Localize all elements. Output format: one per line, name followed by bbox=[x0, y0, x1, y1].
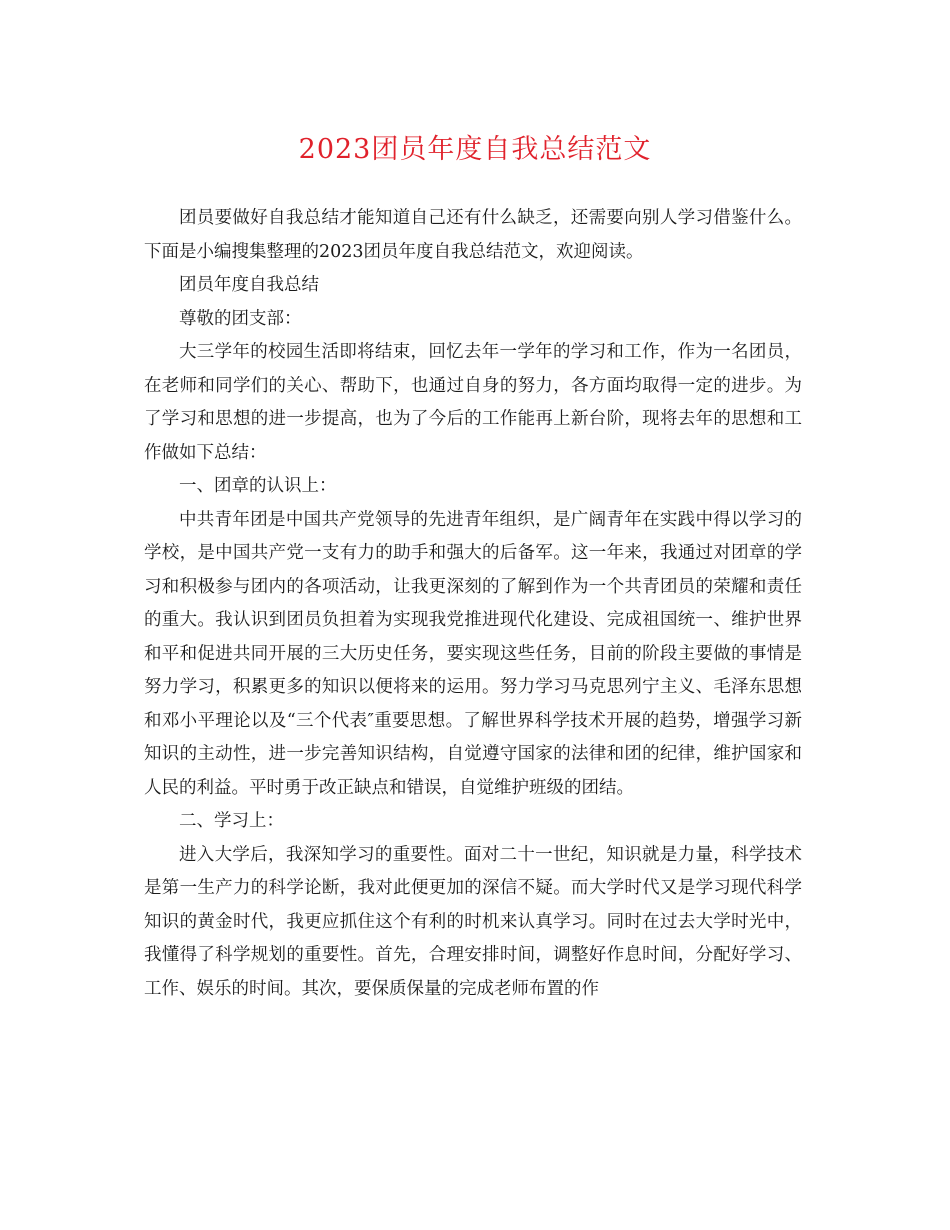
body-paragraph: 大三学年的校园生活即将结束，回忆去年一学年的学习和工作，作为一名团员，在老师和同学们的关心、帮助下，也通过自身的努力，各方面均取得一定的进步。为了学习和思想的进一步提高，也为了今后的工作能再上新台阶，现将去年的思想和工作做如下总结： bbox=[144, 342, 802, 463]
body-paragraph: 进入大学后，我深知学习的重要性。面对二十一世纪，知识就是力量，科学技术是第一生产力的科学论断，我对此便更加的深信不疑。而大学时代又是学习现代科学知识的黄金时代，我更应抓住这个有利的时机来认真学习。同时在过去大学时光中，我懂得了科学规划的重要性。首先，合理安排时间，调整好作息时间，分配好学习、工作、娱乐的时间。其次，要保质保量的完成老师布置的作 bbox=[144, 844, 802, 999]
subsection-heading: 二、学习上： bbox=[179, 811, 284, 831]
section-heading: 团员年度自我总结 bbox=[179, 275, 319, 295]
salutation: 尊敬的团支部： bbox=[179, 308, 302, 329]
intro-paragraph: 团员要做好自我总结才能知道自己还有什么缺乏，还需要向别人学习借鉴什么。下面是小编搜集整理的2023团员年度自我总结范文，欢迎阅读。 bbox=[144, 208, 802, 262]
subsection-heading: 一、团章的认识上： bbox=[179, 476, 337, 496]
document-title: 2023团员年度自我总结范文 bbox=[298, 134, 652, 165]
body-paragraph: 中共青年团是中国共产党领导的先进青年组织，是广阔青年在实践中得以学习的学校，是中国共产党一支有力的助手和强大的后备军。这一年来，我通过对团章的学习和积极参与团内的各项活动，让我更深刻的了解到作为一个共青团员的荣耀和责任的重大。我认识到团员负担着为实现我党推进现代化建设、完成祖国统一、维护世界和平和促进共同开展的三大历史任务，要实现这些任务，目前的阶段主要做的事情是努力学习，积累更多的知识以便将来的运用。努力学习马克思列宁主义、毛泽东思想和邓小平理论以及“三个代表″重要思想。了解世界科学技术开展的趋势，增强学习新知识的主动性，进一步完善知识结构，自觉遵守国家的法律和团的纪律，维护国家和人民的利益。平时勇于改正缺点和错误，自觉维护班级的团结。 bbox=[144, 509, 802, 798]
document-body bbox=[144, 202, 802, 1006]
